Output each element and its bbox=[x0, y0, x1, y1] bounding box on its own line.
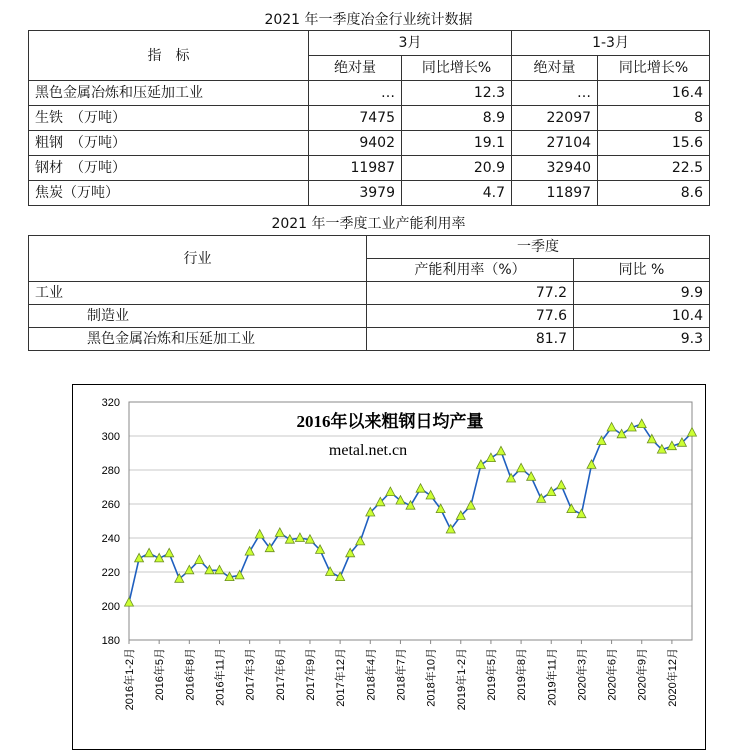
x-tick-label: 2016年11月 bbox=[214, 648, 227, 706]
data-point bbox=[617, 429, 626, 438]
data-point bbox=[466, 501, 475, 510]
table-row bbox=[29, 305, 710, 328]
x-tick-label: 2020年6月 bbox=[606, 648, 619, 701]
march-abs-header: 绝对量 bbox=[309, 56, 402, 81]
metallurgy-stats-table bbox=[28, 30, 710, 206]
data-point bbox=[486, 453, 495, 462]
cell-mar-yoy: 8.9 bbox=[402, 106, 512, 131]
quarter-header: 一季度 bbox=[367, 236, 710, 259]
row-label: 工业 bbox=[29, 282, 367, 305]
x-tick-label: 2018年10月 bbox=[425, 648, 438, 707]
y-tick-label: 240 bbox=[101, 533, 120, 545]
data-point bbox=[165, 548, 174, 557]
q1-header: 1-3月 bbox=[512, 31, 710, 56]
y-tick-label: 200 bbox=[101, 601, 120, 613]
capacity-utilization-table bbox=[28, 235, 710, 351]
data-point bbox=[396, 496, 405, 505]
x-tick-label: 2019年11月 bbox=[546, 648, 559, 706]
cell-mar-yoy: 12.3 bbox=[402, 81, 512, 106]
table2-title: 2021 年一季度工业产能利用率 bbox=[271, 216, 466, 232]
cell-q1-abs: 27104 bbox=[512, 131, 598, 156]
chart-subtitle: metal.net.cn bbox=[328, 442, 408, 459]
cell-mar-yoy: 20.9 bbox=[402, 156, 512, 181]
march-header: 3月 bbox=[309, 31, 512, 56]
x-tick-label: 2016年1-2月 bbox=[124, 648, 136, 711]
table-row bbox=[29, 181, 710, 206]
cell-yoy: 10.4 bbox=[574, 305, 710, 328]
y-tick-label: 180 bbox=[101, 635, 120, 647]
table-row bbox=[29, 156, 710, 181]
x-tick-label: 2018年7月 bbox=[395, 648, 408, 701]
cell-mar-abs: 7475 bbox=[309, 106, 402, 131]
data-point bbox=[496, 446, 505, 455]
march-yoy-header: 同比增长% bbox=[402, 56, 512, 81]
data-point bbox=[175, 574, 184, 583]
data-point bbox=[275, 528, 284, 537]
q1-abs-header: 绝对量 bbox=[512, 56, 598, 81]
data-point bbox=[416, 484, 425, 493]
row-label: 制造业 bbox=[29, 305, 367, 328]
cell-q1-yoy: 8.6 bbox=[598, 181, 710, 206]
data-point bbox=[607, 423, 616, 432]
cell-q1-abs: 11897 bbox=[512, 181, 598, 206]
row-label: 黑色金属冶炼和压延加工业 bbox=[29, 81, 309, 106]
x-tick-label: 2017年6月 bbox=[274, 648, 287, 701]
row-label: 焦炭（万吨） bbox=[29, 181, 309, 206]
data-point bbox=[587, 460, 596, 469]
y-tick-label: 220 bbox=[101, 567, 120, 579]
cell-q1-yoy: 22.5 bbox=[598, 156, 710, 181]
data-point bbox=[125, 598, 134, 607]
cell-q1-yoy: 8 bbox=[598, 106, 710, 131]
data-point bbox=[547, 487, 556, 496]
y-tick-label: 260 bbox=[101, 499, 120, 511]
cell-mar-yoy: 19.1 bbox=[402, 131, 512, 156]
data-point bbox=[426, 491, 435, 500]
data-point bbox=[476, 460, 485, 469]
x-tick-label: 2019年1-2月 bbox=[455, 648, 468, 711]
chart-canvas bbox=[73, 385, 705, 749]
gridlines bbox=[129, 402, 692, 640]
x-tick-label: 2017年3月 bbox=[244, 648, 257, 701]
data-point bbox=[537, 494, 546, 503]
plot-frame bbox=[129, 402, 692, 640]
data-point bbox=[255, 530, 264, 539]
cell-mar-yoy: 4.7 bbox=[402, 181, 512, 206]
row-label: 黑色金属冶炼和压延加工业 bbox=[29, 328, 367, 351]
series-path bbox=[129, 424, 692, 602]
cell-q1-yoy: 15.6 bbox=[598, 131, 710, 156]
cell-q1-abs: … bbox=[512, 81, 598, 106]
chart-title: 2016年以来粗钢日均产量 bbox=[296, 412, 484, 431]
cell-q1-abs: 22097 bbox=[512, 106, 598, 131]
table-row bbox=[29, 131, 710, 156]
data-point bbox=[145, 548, 154, 557]
data-point bbox=[295, 533, 304, 542]
cell-rate: 77.2 bbox=[367, 282, 574, 305]
data-point bbox=[195, 555, 204, 564]
q1-yoy-header: 同比增长% bbox=[598, 56, 710, 81]
cell-mar-abs: 11987 bbox=[309, 156, 402, 181]
row-label: 生铁 （万吨） bbox=[29, 106, 309, 131]
x-tick-label: 2018年4月 bbox=[365, 648, 378, 701]
table-row bbox=[29, 106, 710, 131]
row-label: 粗钢 （万吨） bbox=[29, 131, 309, 156]
cell-yoy: 9.9 bbox=[574, 282, 710, 305]
y-tick-label: 280 bbox=[101, 465, 120, 477]
data-point bbox=[557, 480, 566, 489]
x-tick-label: 2019年5月 bbox=[485, 648, 498, 701]
cell-mar-abs: 3979 bbox=[309, 181, 402, 206]
data-point bbox=[567, 504, 576, 512]
x-tick-label: 2019年8月 bbox=[516, 648, 529, 701]
data-point bbox=[245, 547, 254, 556]
industry-header: 行业 bbox=[29, 236, 367, 282]
y-tick-label: 300 bbox=[101, 431, 120, 443]
cell-q1-yoy: 16.4 bbox=[598, 81, 710, 106]
data-point bbox=[688, 428, 697, 437]
table-row bbox=[29, 328, 710, 351]
table1-title: 2021 年一季度冶金行业统计数据 bbox=[264, 12, 473, 28]
x-tick-label: 2020年3月 bbox=[576, 648, 589, 701]
series-line bbox=[125, 419, 697, 606]
cell-yoy: 9.3 bbox=[574, 328, 710, 351]
x-tick-label: 2016年5月 bbox=[154, 648, 167, 701]
x-tick-label: 2020年9月 bbox=[636, 648, 649, 701]
rate-header: 产能利用率（%） bbox=[367, 259, 574, 282]
x-tick-label: 2017年9月 bbox=[304, 648, 317, 701]
steel-output-chart bbox=[72, 384, 706, 750]
cell-q1-abs: 32940 bbox=[512, 156, 598, 181]
x-tick-label: 2017年12月 bbox=[335, 648, 348, 707]
x-tick-label: 2020年12月 bbox=[666, 648, 679, 707]
indicator-header: 指 标 bbox=[29, 31, 309, 81]
data-point bbox=[637, 419, 646, 428]
data-point bbox=[326, 567, 335, 576]
row-label: 钢材 （万吨） bbox=[29, 156, 309, 181]
data-point bbox=[517, 463, 526, 472]
cell-rate: 77.6 bbox=[367, 305, 574, 328]
cell-mar-abs: … bbox=[309, 81, 402, 106]
x-tick-label: 2016年8月 bbox=[184, 648, 197, 701]
data-point bbox=[386, 487, 395, 496]
y-tick-label: 320 bbox=[101, 397, 120, 409]
table-row bbox=[29, 282, 710, 305]
cell-mar-abs: 9402 bbox=[309, 131, 402, 156]
cell-rate: 81.7 bbox=[367, 328, 574, 351]
table-row bbox=[29, 81, 710, 106]
yoy-header: 同比 % bbox=[574, 259, 710, 282]
data-point bbox=[527, 472, 536, 481]
